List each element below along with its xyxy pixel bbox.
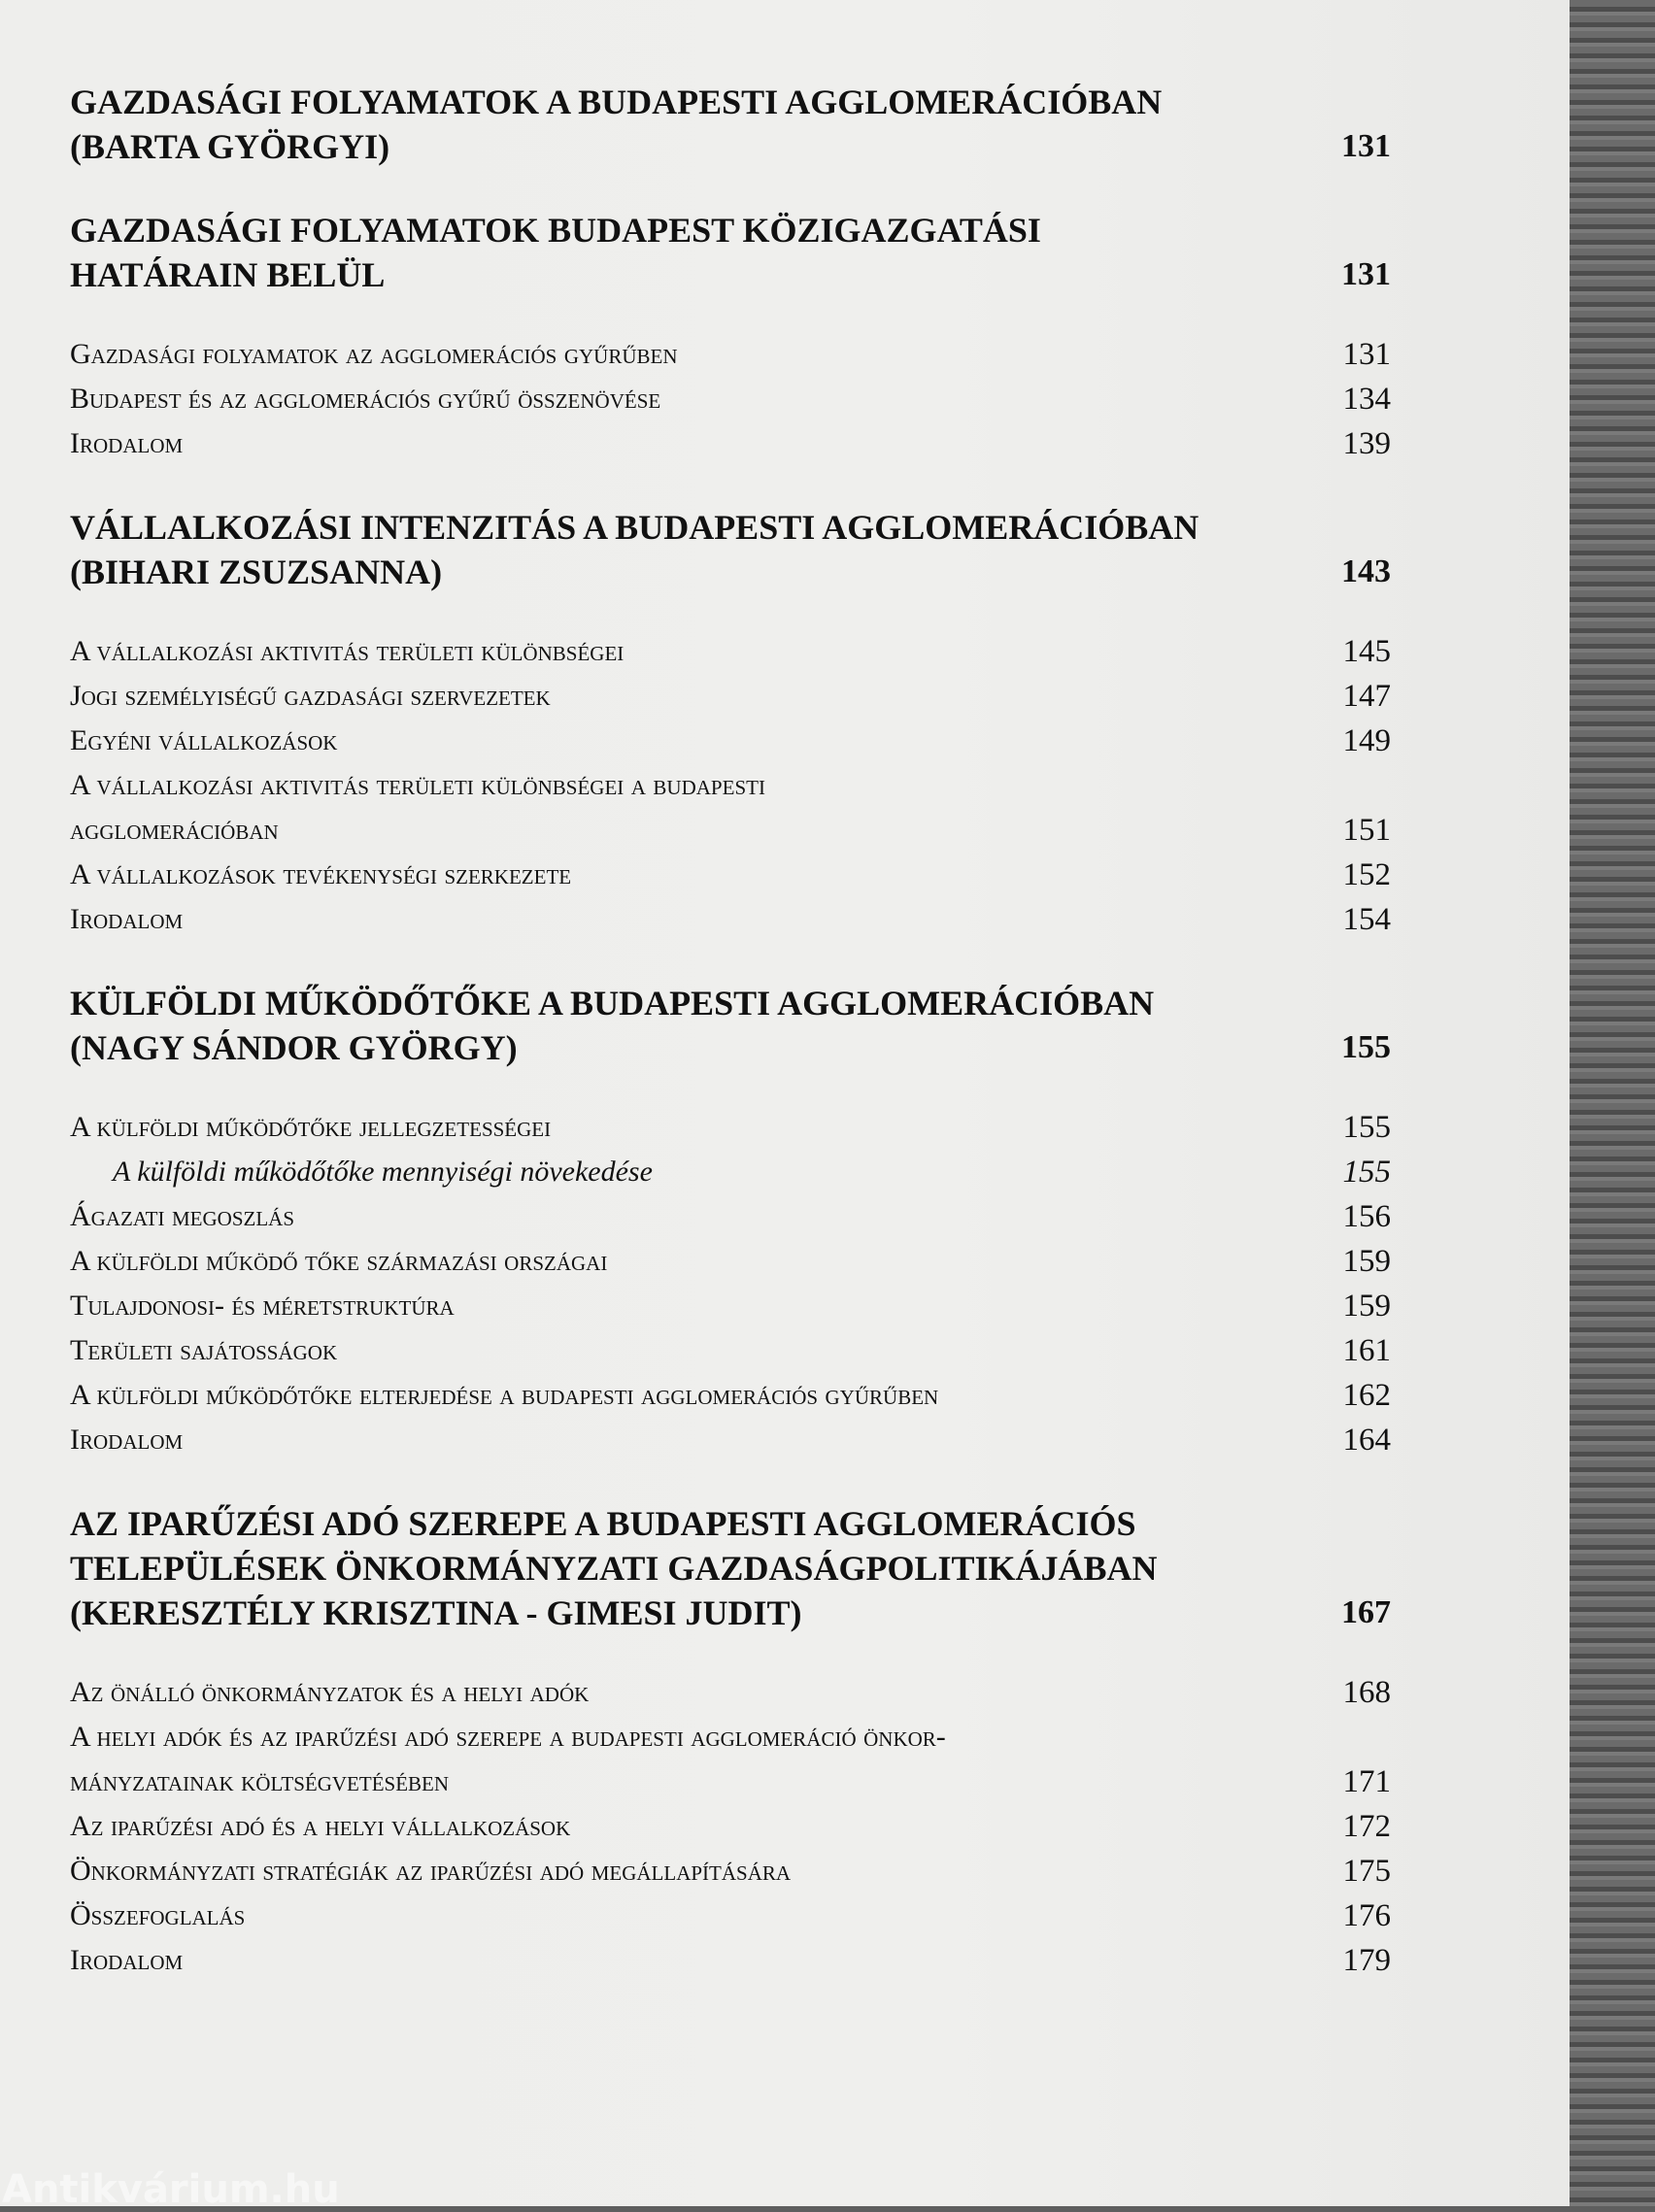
section-page-number: 131 — [1341, 256, 1391, 292]
toc-entry-page-number: 168 — [1342, 1675, 1391, 1710]
toc-entry[interactable] — [70, 1418, 1391, 1462]
toc-entry[interactable] — [70, 1328, 1391, 1373]
section-title-line: VÁLLALKOZÁSI INTENZITÁS A BUDAPESTI AGGLOMERÁCIÓBAN — [70, 508, 1199, 547]
toc-entry-label: Jogi személyiségű gazdasági szervezetek — [70, 680, 551, 712]
section-title[interactable] — [70, 1501, 1391, 1635]
toc-entry-label: Gazdasági folyamatok az agglomerációs gyűrűben — [70, 338, 678, 370]
toc-entry[interactable] — [70, 763, 1391, 853]
toc-entry-page-number: 164 — [1342, 1423, 1391, 1458]
toc-entry-page-number: 171 — [1342, 1764, 1391, 1799]
watermark: Antikvárium.hu — [2, 2167, 340, 2212]
toc-entry-label: Területi sajátosságok — [70, 1334, 338, 1366]
toc-entry-label: agglomerációban — [70, 814, 279, 846]
section-title[interactable] — [70, 505, 1391, 594]
toc-entry-label: A külföldi működőtőke jellegzetességei — [70, 1111, 552, 1143]
toc-entry-label: A külföldi működőtőke elterjedése a budapesti agglomerációs gyűrűben — [70, 1379, 939, 1411]
section-title-line: TELEPÜLÉSEK ÖNKORMÁNYZATI GAZDASÁGPOLITIKÁJÁBAN — [70, 1549, 1158, 1588]
toc-entry-label: mányzatainak költségvetésében — [70, 1765, 450, 1797]
section-title-line: HATÁRAIN BELÜL — [70, 255, 386, 294]
toc-entry[interactable] — [70, 897, 1391, 942]
section-page-number: 167 — [1341, 1594, 1391, 1630]
toc-entry-label: Az önálló önkormányzatok és a helyi adók — [70, 1676, 590, 1708]
toc-entry[interactable] — [70, 1150, 1391, 1194]
toc-section — [70, 80, 1391, 169]
toc-entry[interactable] — [70, 629, 1391, 674]
toc-entry-page-number: 145 — [1342, 634, 1391, 669]
toc-section — [70, 1501, 1391, 1983]
toc-entry-label: Az iparűzési adó és a helyi vállalkozások — [70, 1810, 571, 1842]
section-page-number: 131 — [1341, 128, 1391, 164]
toc-entry-page-number: 155 — [1342, 1155, 1391, 1190]
toc-entry-page-number: 134 — [1342, 382, 1391, 417]
toc-entry-label: Tulajdonosi- és méretstruktúra — [70, 1290, 455, 1322]
toc-entry-page-number: 175 — [1342, 1854, 1391, 1889]
toc-entry[interactable] — [70, 719, 1391, 763]
toc-entry[interactable] — [70, 1938, 1391, 1983]
section-title-line: GAZDASÁGI FOLYAMATOK BUDAPEST KÖZIGAZGATÁSI — [70, 211, 1041, 250]
toc-entry-page-number: 139 — [1342, 426, 1391, 461]
toc-entry[interactable] — [70, 1670, 1391, 1715]
toc-entry-label: A vállalkozási aktivitás területi különbségei a budapesti — [70, 769, 765, 801]
toc-entry-label: A helyi adók és az iparűzési adó szerepe a budapesti agglomeráció önkor- — [70, 1721, 946, 1753]
table-of-contents — [70, 80, 1391, 2022]
section-title[interactable] — [70, 80, 1391, 169]
toc-entry-label: A vállalkozások tevékenységi szerkezete — [70, 858, 572, 890]
toc-entry-page-number: 161 — [1342, 1333, 1391, 1368]
toc-entry-page-number: 155 — [1342, 1110, 1391, 1145]
toc-entry-label: Egyéni vállalkozások — [70, 724, 338, 756]
toc-entry-page-number: 154 — [1342, 902, 1391, 937]
toc-entry-label: Irodalom — [70, 427, 184, 459]
toc-entry[interactable] — [70, 1105, 1391, 1150]
toc-entry[interactable] — [70, 332, 1391, 377]
toc-entry-page-number: 152 — [1342, 857, 1391, 892]
toc-entry[interactable] — [70, 1715, 1391, 1804]
section-title-line: (BIHARI ZSUZSANNA) — [70, 553, 443, 591]
section-title-line: (NAGY SÁNDOR GYÖRGY) — [70, 1028, 518, 1067]
toc-entry-page-number: 159 — [1342, 1244, 1391, 1279]
toc-entry-page-number: 179 — [1342, 1943, 1391, 1978]
toc-entry-page-number: 156 — [1342, 1199, 1391, 1234]
toc-entry[interactable] — [70, 377, 1391, 421]
toc-entry-page-number: 147 — [1342, 679, 1391, 714]
section-title-line: (KERESZTÉLY KRISZTINA - GIMESI JUDIT) — [70, 1593, 802, 1632]
section-title-line: (BARTA GYÖRGYI) — [70, 127, 390, 166]
toc-entry-page-number: 159 — [1342, 1289, 1391, 1324]
toc-entry-label: Irodalom — [70, 1424, 184, 1456]
section-page-number: 155 — [1341, 1029, 1391, 1065]
toc-entry-page-number: 151 — [1342, 813, 1391, 848]
toc-entry-page-number: 149 — [1342, 723, 1391, 758]
section-title[interactable] — [70, 208, 1391, 297]
toc-entry-label: Irodalom — [70, 1944, 184, 1976]
toc-section — [70, 505, 1391, 942]
toc-entry[interactable] — [70, 1849, 1391, 1894]
toc-entry[interactable] — [70, 1194, 1391, 1239]
section-title-line: GAZDASÁGI FOLYAMATOK A BUDAPESTI AGGLOMERÁCIÓBAN — [70, 83, 1163, 121]
toc-entry-label: A külföldi működőtőke mennyiségi növekedése — [113, 1156, 653, 1188]
section-title-line: AZ IPARŰZÉSI ADÓ SZEREPE A BUDAPESTI AGGLOMERÁCIÓS — [70, 1504, 1136, 1543]
toc-entry-label: Budapest és az agglomerációs gyűrű összenövése — [70, 383, 661, 415]
section-page-number: 143 — [1341, 553, 1391, 589]
toc-entry[interactable] — [70, 674, 1391, 719]
toc-entry-label: Önkormányzati stratégiák az iparűzési adó megállapítására — [70, 1855, 792, 1887]
toc-entry-label: A külföldi működő tőke származási országai — [70, 1245, 608, 1277]
toc-entry-label: A vállalkozási aktivitás területi különbségei — [70, 635, 625, 667]
toc-entry-page-number: 162 — [1342, 1378, 1391, 1413]
toc-entry[interactable] — [70, 1804, 1391, 1849]
toc-entry-page-number: 131 — [1342, 337, 1391, 372]
toc-entry-label: Irodalom — [70, 903, 184, 935]
toc-entry[interactable] — [70, 1373, 1391, 1418]
toc-entry-label: Ágazati megoszlás — [70, 1200, 294, 1232]
section-title-line: KÜLFÖLDI MŰKÖDŐTŐKE A BUDAPESTI AGGLOMERÁCIÓBAN — [70, 984, 1155, 1022]
toc-entry-page-number: 176 — [1342, 1898, 1391, 1933]
toc-entry[interactable] — [70, 421, 1391, 466]
toc-entry[interactable] — [70, 853, 1391, 897]
toc-entry[interactable] — [70, 1284, 1391, 1328]
toc-entry[interactable] — [70, 1239, 1391, 1284]
book-spine-edge — [1570, 0, 1655, 2206]
toc-entry-label: Összefoglalás — [70, 1899, 246, 1931]
toc-section — [70, 981, 1391, 1462]
toc-entry-page-number: 172 — [1342, 1809, 1391, 1844]
section-title[interactable] — [70, 981, 1391, 1070]
toc-section — [70, 208, 1391, 466]
toc-entry[interactable] — [70, 1894, 1391, 1938]
